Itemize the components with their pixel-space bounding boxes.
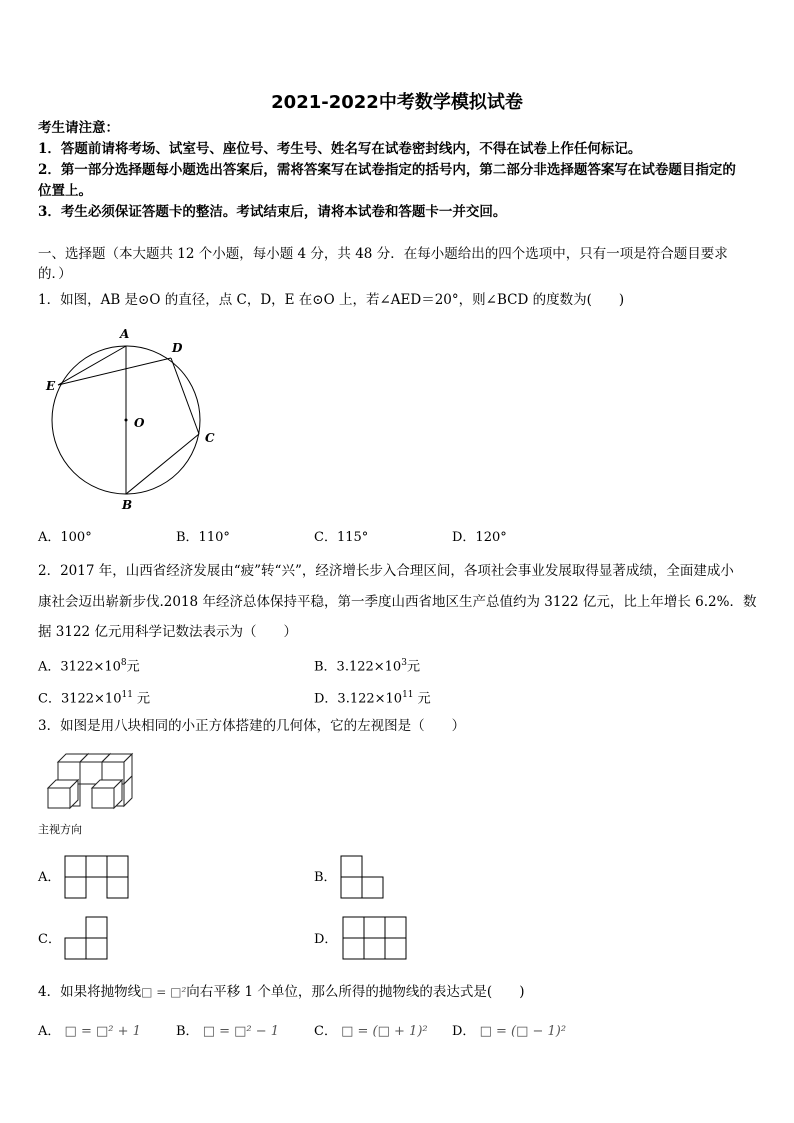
q4-option-b: B． □ = □² − 1 bbox=[176, 1024, 280, 1039]
segment-ea bbox=[58, 346, 126, 385]
q3-option-c-label: C． bbox=[38, 932, 61, 947]
q4-stem: 4．如果将抛物线□ = □²向右平移 1 个单位，那么所得的抛物线的表达式是( ) bbox=[38, 984, 525, 1000]
label-b: B bbox=[122, 498, 133, 512]
q3-option-d-label: D． bbox=[314, 932, 338, 947]
q4-stem-formula: □ = □² bbox=[141, 985, 187, 999]
q2-line-1: 2．2017 年，山西省经济发展由“疲”转“兴”，经济增长步入合理区间，各项社会事业发展取得显著成绩，全面建成小 bbox=[38, 563, 734, 579]
segment-dc bbox=[171, 358, 199, 434]
segment-ed bbox=[58, 358, 171, 385]
q1-option-a: A．100° bbox=[38, 530, 92, 545]
segment-cb bbox=[126, 434, 199, 494]
q1-circle-figure bbox=[38, 320, 228, 520]
q3-caption: 主视方向 bbox=[38, 823, 82, 836]
q3-option-c-view bbox=[64, 916, 112, 962]
section-heading: 一、选择题（本大题共 12 个小题，每小题 4 分，共 48 分．在每小题给出的四个选项中，只有一项是符合题目要求 bbox=[38, 246, 728, 262]
center-dot bbox=[125, 419, 128, 422]
q2-line-3: 据 3122 亿元用科学记数法表示为（ ） bbox=[38, 624, 297, 640]
notice-item-1: 1．答题前请将考场、试室号、座位号、考生号、姓名写在试卷密封线内，不得在试卷上作任何标记。 bbox=[38, 141, 642, 157]
q3-option-a-label: A． bbox=[38, 870, 61, 885]
q3-option-d-view bbox=[342, 916, 412, 962]
q1-option-d: D．120° bbox=[452, 530, 507, 545]
q4-option-c: C． □ = (□ + 1)² bbox=[314, 1024, 428, 1039]
notice-item-2: 2．第一部分选择题每小题选出答案后，需将答案写在试卷指定的括号内，第二部分非选择题答案写在试卷题目指定的 bbox=[38, 162, 736, 178]
q3-cube-figure bbox=[38, 748, 148, 816]
q1-stem: 1．如图，AB 是⊙O 的直径，点 C，D，E 在⊙O 上，若∠AED＝20°，则∠BCD 的度数为( ) bbox=[38, 292, 625, 308]
q4-option-a: A． □ = □² + 1 bbox=[38, 1024, 141, 1039]
label-d: D bbox=[172, 341, 183, 355]
q2-option-c: C．$3122\times 10^{11}$ 元 bbox=[38, 690, 151, 707]
q2-option-a: A．$3122\times 10^8$元 bbox=[38, 658, 140, 675]
q4-option-d: D． □ = (□ − 1)² bbox=[452, 1024, 567, 1039]
q2-line-2: 康社会迈出崭新步伐.2018 年经济总体保持平稳，第一季度山西省地区生产总值约为 3122 亿元，比上年增长 6.2%．数 bbox=[38, 594, 757, 610]
notice-heading: 考生请注意： bbox=[38, 120, 119, 136]
q3-stem: 3．如图是用八块相同的小正方体搭建的几何体，它的左视图是（ ） bbox=[38, 718, 466, 734]
q2-option-b: B．$3.122\times 10^3$元 bbox=[314, 658, 420, 675]
q3-option-a-view bbox=[64, 855, 132, 899]
label-c: C bbox=[205, 431, 215, 445]
section-heading-cont: 的．） bbox=[38, 266, 72, 282]
label-e: E bbox=[46, 379, 56, 393]
notice-item-3: 3．考生必须保证答题卡的整洁。考试结束后，请将本试卷和答题卡一并交回。 bbox=[38, 204, 507, 220]
q3-option-b-view bbox=[340, 855, 388, 901]
q3-option-b-label: B． bbox=[314, 870, 337, 885]
q1-option-c: C．115° bbox=[314, 530, 369, 545]
notice-item-2-cont: 位置上。 bbox=[38, 183, 92, 199]
page-title: 2021-2022中考数学模拟试卷 bbox=[271, 92, 523, 113]
label-a: A bbox=[120, 327, 130, 341]
q2-option-d: D．$3.122\times 10^{11}$ 元 bbox=[314, 690, 431, 707]
q1-option-b: B．110° bbox=[176, 530, 230, 545]
label-o: O bbox=[134, 416, 145, 430]
